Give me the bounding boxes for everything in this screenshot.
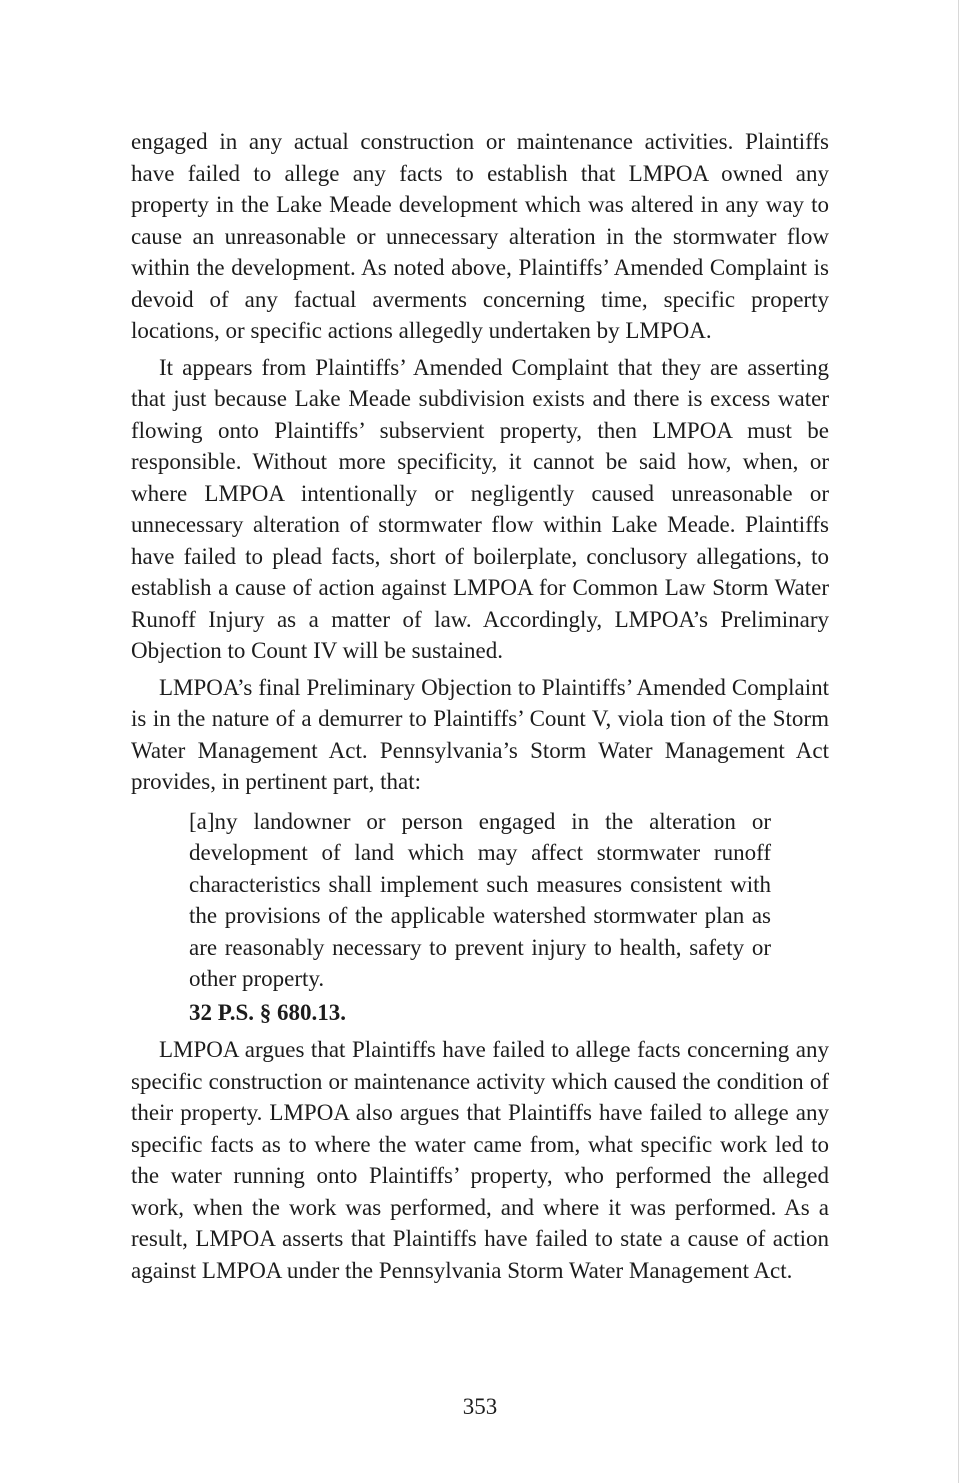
body-text — [131, 126, 829, 1291]
paragraph-continued: engaged in any actual construction or maintenance activities. Plaintiffs have failed to allege any facts to establish that LMPOA owned any property in the Lake Meade development which was altered in any way to cause an unreasonable or unnecessary alteration in the stormwater flow within the development. As noted above, Plaintiffs’ Amended Complaint is devoid of any factual averments concerning time, specific property locations, or specific actions allegedly undertaken by LMPOA. — [131, 129, 829, 343]
page-number: 353 — [462, 1394, 498, 1419]
paragraph-count-iv-analysis: It appears from Plaintiffs’ Amended Complaint that they are asserting that just because Lake Meade subdivision exists and there is excess water flowing onto Plaintiffs’ subservient property, then LMPOA must be responsible. Without more specificity, it cannot be said how, when, or where LMPOA intentionally or negligently caused unreasonable or unnecessary alteration of stormwater flow within Lake Meade. Plaintiffs have failed to plead facts, short of boilerplate, conclusory allegations, to establish a cause of action against LMPOA for Common Law Storm Water Runoff Injury as a matter of law. Accordingly, LMPOA’s Preliminary Objection to Count IV will be sustained. — [131, 354, 829, 663]
statute-citation: 32 P.S. § 680.13. — [189, 999, 346, 1025]
paragraph-count-v-intro: LMPOA’s final Preliminary Objection to Plaintiffs’ Amended Complaint is in the nature of a demurrer to Plaintiffs’ Count V, viola tion of the Storm Water Management Act. Pennsylvania’s Storm Water Management Act provides, in pertinent part, that: — [131, 674, 829, 794]
paragraph-lmpoa-argument: LMPOA argues that Plaintiffs have failed to allege facts concerning any specific construction or maintenance activity which caused the condition of their property. LMPOA also argues that Plaintiffs have failed to allege any specific facts as to where the water came from, what specific work led to the water running onto Plaintiffs’ property, who performed the alleged work, when the work was performed, and where it was performed. As a result, LMPOA asserts that Plaintiffs have failed to state a cause of action against LMPOA under the Pennsylvania Storm Water Management Act. — [131, 1037, 829, 1283]
statute-quote: [a]ny landowner or person engaged in the alteration or development of land which may affect stormwater runoff characteristics shall implement such measures consistent with the provisions of the applicable watershed stormwater plan as are reasonably necessary to prevent injury to health, safety or other property. — [189, 808, 771, 991]
